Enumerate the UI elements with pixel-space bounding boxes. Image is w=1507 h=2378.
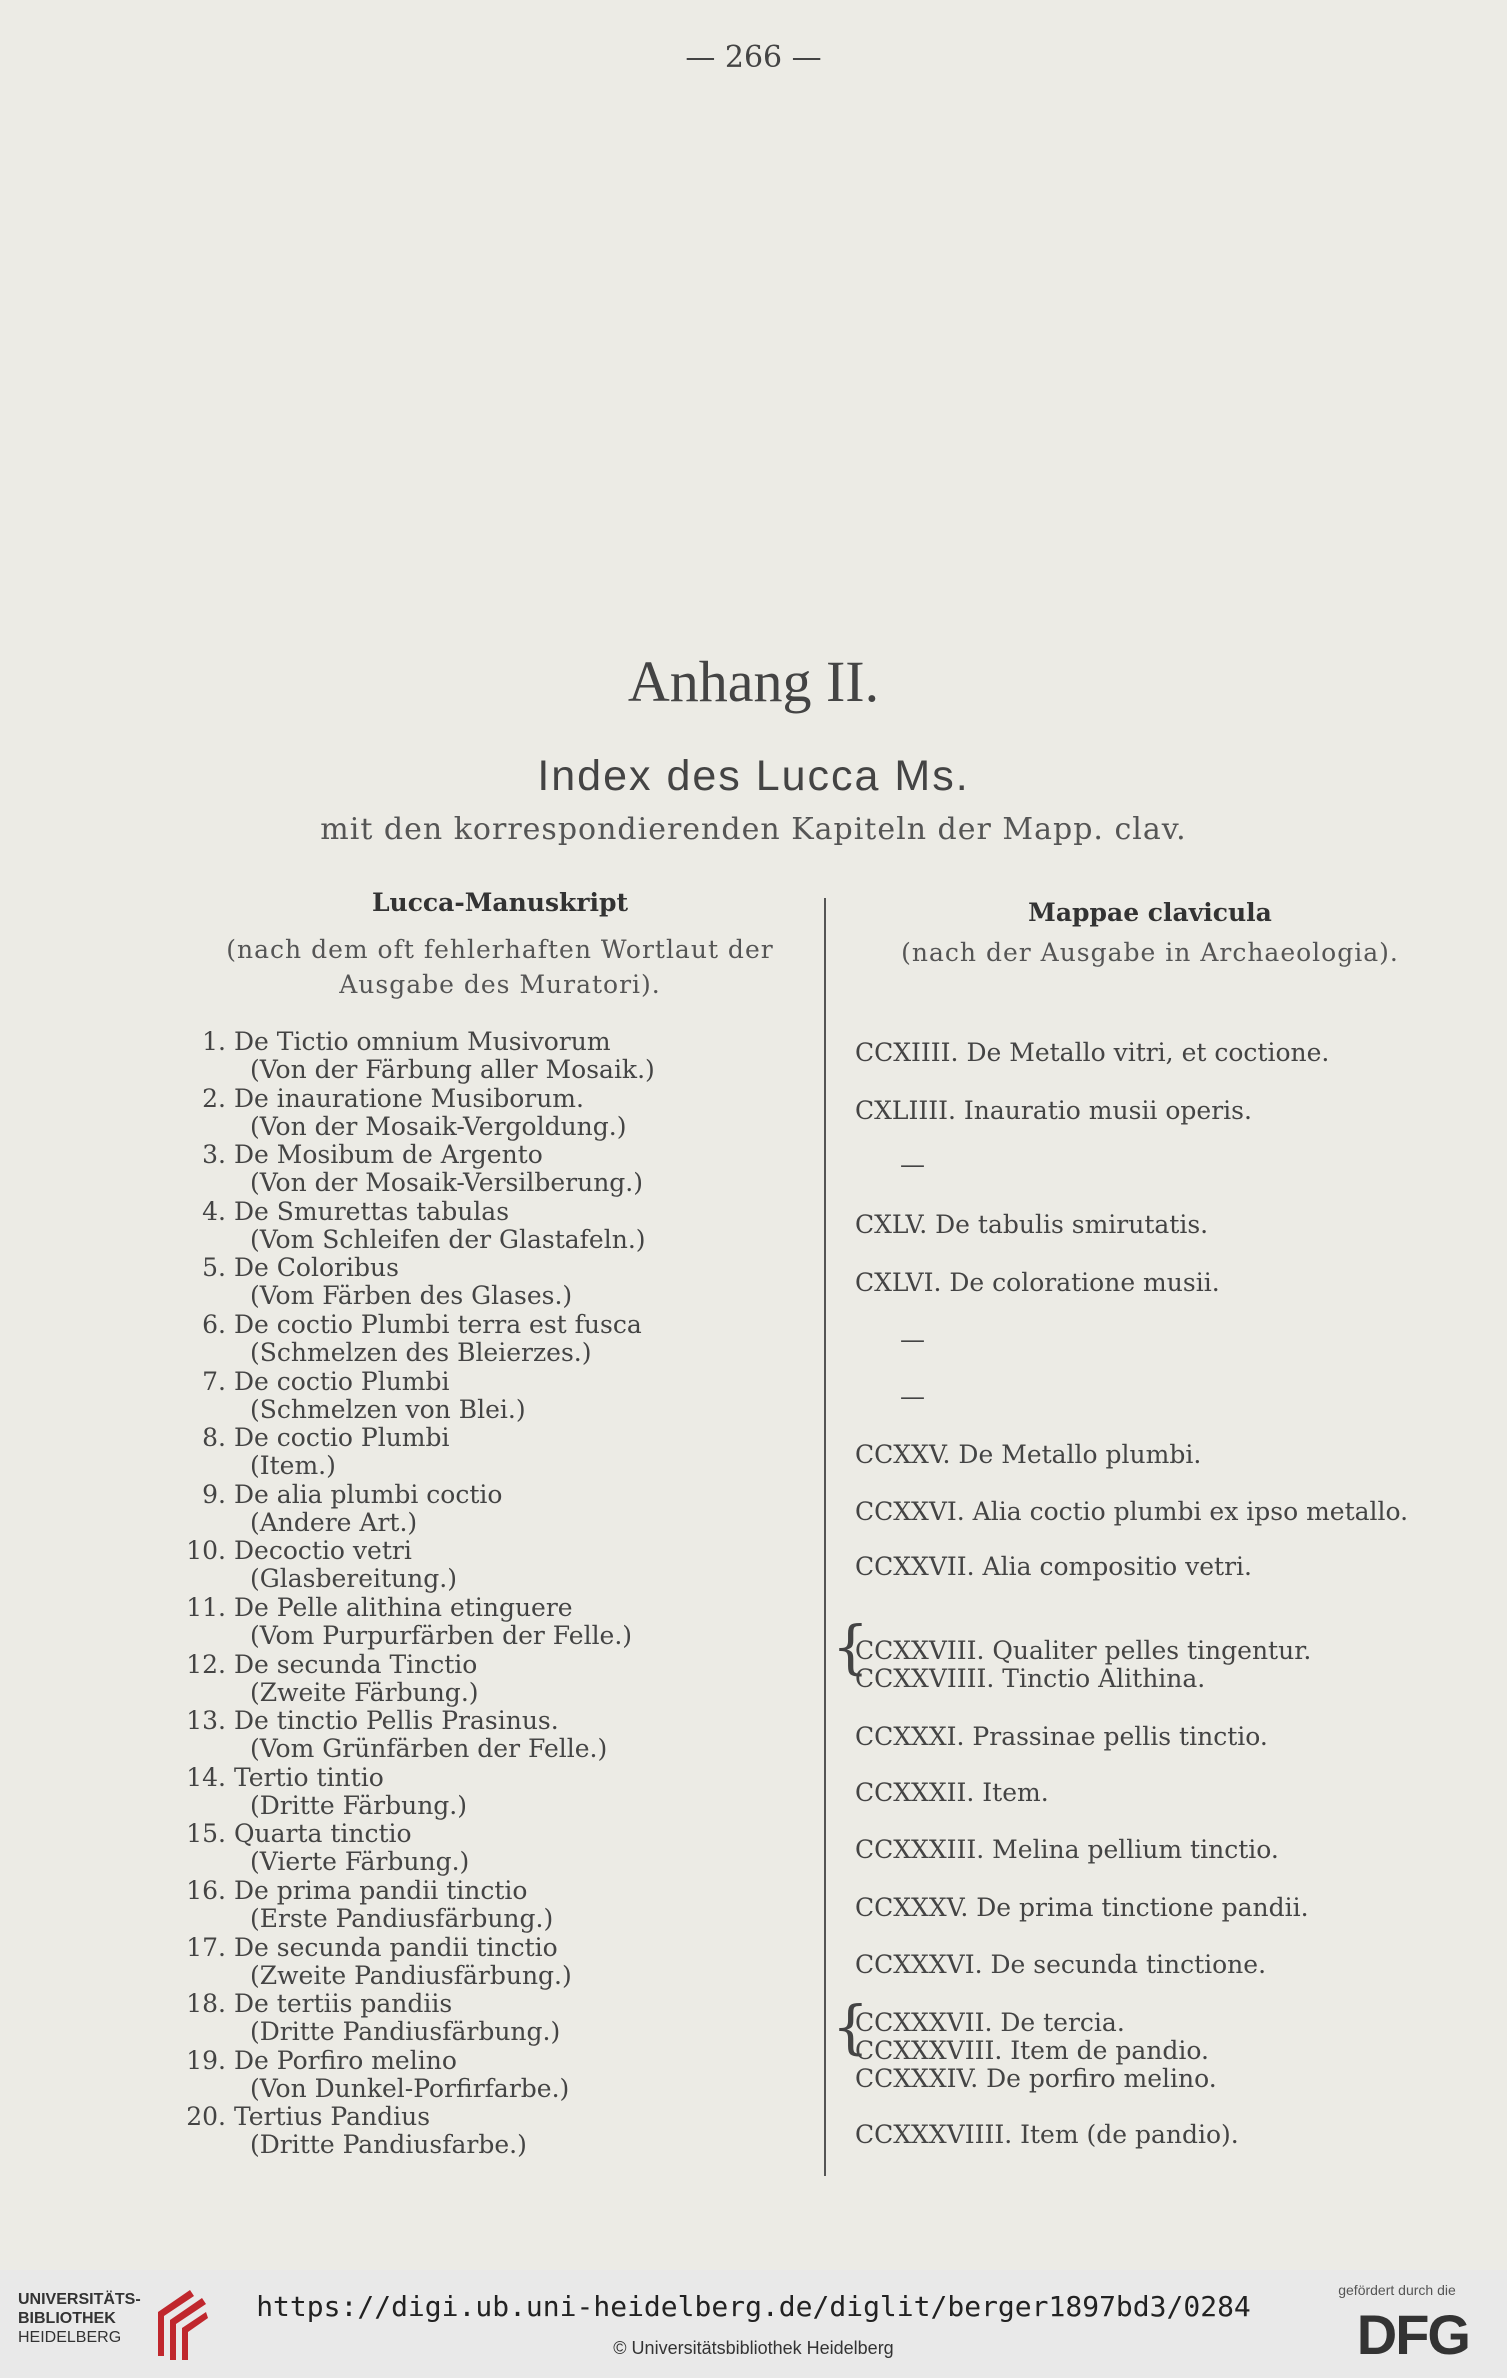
lucca-entry <box>170 1651 810 1707</box>
mappae-entry: CCXXVI. Alia coctio plumbi ex ipso metallo. <box>855 1497 1409 1526</box>
mappae-entry: — <box>900 1382 925 1411</box>
logo-line: HEIDELBERG <box>18 2329 122 2346</box>
entry-latin-title: De Mosibum de Argento <box>234 1140 543 1170</box>
mappae-entry: CCXXVIII. Qualiter pelles tingentur. <box>855 1636 1312 1665</box>
entry-latin-title: De coctio Plumbi terra est fusca <box>234 1310 642 1339</box>
mappae-entry: CCXXXVII. De tercia. <box>855 2008 1125 2037</box>
lucca-entry <box>170 1594 810 1650</box>
entry-latin-title: De coctio Plumbi <box>234 1423 450 1453</box>
entry-number: 13. <box>186 1706 226 1736</box>
entry-german-translation: (Zweite Pandiusfärbung.) <box>250 1960 572 1990</box>
mappae-entry: — <box>900 1325 925 1354</box>
left-column-note-line1: (nach dem oft fehlerhaften Wortlaut der <box>226 935 774 964</box>
lucca-entry-latin <box>170 1934 810 1962</box>
logo-line: UNIVERSITÄTS- <box>18 2291 141 2308</box>
index-title: Index des Lucca Ms. <box>537 752 970 800</box>
lucca-entry-latin <box>170 1141 810 1169</box>
lucca-entry-latin <box>170 1594 810 1622</box>
left-column-header: Lucca-Manuskript <box>371 888 629 917</box>
entry-latin-title: De secunda pandii tinctio <box>234 1932 558 1962</box>
lucca-entry <box>170 1481 810 1537</box>
lucca-entry-latin <box>170 1820 810 1848</box>
index-subtitle: mit den korrespondierenden Kapiteln der Mapp. clav. <box>320 812 1187 847</box>
lucca-entry-latin <box>170 2047 810 2075</box>
lucca-entry <box>170 1537 810 1593</box>
lucca-entry-latin <box>170 1877 810 1905</box>
entry-number: 15. <box>186 1819 226 1849</box>
page-number: — 266 — <box>685 40 822 75</box>
lucca-entry-latin <box>170 1254 810 1282</box>
lucca-entry-latin <box>170 1085 810 1113</box>
lucca-entry-latin <box>170 1311 810 1339</box>
entry-german-translation: (Glasbereitung.) <box>250 1564 457 1594</box>
mappae-entry: CCXXXVIII. Item de pandio. <box>855 2036 1209 2065</box>
mappae-entry: CCXXXII. Item. <box>855 1778 1049 1807</box>
lucca-entry <box>170 1764 810 1820</box>
lucca-entry <box>170 1198 810 1254</box>
lucca-entry <box>170 2047 810 2103</box>
entry-german-translation: (Vom Färben des Glases.) <box>250 1281 573 1311</box>
lucca-entry <box>170 2103 810 2159</box>
lucca-entry-latin <box>170 1424 810 1452</box>
lucca-entry <box>170 1254 810 1310</box>
entry-number: 9. <box>202 1479 226 1509</box>
lucca-entry-latin <box>170 1707 810 1735</box>
entry-number: 17. <box>186 1932 226 1962</box>
dfg-logo[interactable]: DFG <box>1356 2303 1469 2366</box>
entry-latin-title: Tertius Pandius <box>234 2102 431 2132</box>
entry-german-translation: (Dritte Pandiusfarbe.) <box>250 2130 527 2160</box>
entry-german-translation: (Dritte Pandiusfärbung.) <box>250 2017 561 2047</box>
entry-german-translation: (Schmelzen von Blei.) <box>250 1394 526 1424</box>
entry-number: 18. <box>186 1989 226 2019</box>
lucca-entry-latin <box>170 1537 810 1565</box>
mappae-entry: CCXXXIII. Melina pellium tinctio. <box>855 1835 1279 1864</box>
entry-number: 19. <box>186 2045 226 2075</box>
entry-latin-title: De secunda Tinctio <box>234 1649 478 1679</box>
lucca-entry <box>170 1311 810 1367</box>
entry-german-translation: (Schmelzen des Bleierzes.) <box>250 1338 592 1367</box>
entry-number: 8. <box>202 1423 226 1453</box>
mappae-entry: CCXXXIV. De porfiro melino. <box>855 2064 1217 2093</box>
lucca-entry-latin <box>170 2103 810 2131</box>
entry-german-translation: (Von der Mosaik-Versilberung.) <box>250 1168 644 1198</box>
entry-latin-title: De tinctio Pellis Prasinus. <box>234 1706 559 1736</box>
right-column-header: Mappae clavicula <box>1028 898 1272 927</box>
entry-german-translation: (Andere Art.) <box>250 1507 418 1537</box>
lucca-entry <box>170 1820 810 1876</box>
entry-latin-title: De coctio Plumbi <box>234 1366 450 1396</box>
mappae-entry: CCXXV. De Metallo plumbi. <box>855 1440 1202 1469</box>
entry-german-translation: (Zweite Färbung.) <box>250 1677 479 1707</box>
entry-german-translation: (Vierte Färbung.) <box>250 1847 470 1877</box>
entry-latin-title: De inauratione Musiborum. <box>234 1083 584 1113</box>
entry-latin-title: De Porfiro melino <box>234 2045 457 2075</box>
entry-number: 16. <box>186 1876 226 1905</box>
entry-latin-title: De Coloribus <box>234 1253 399 1283</box>
mappae-entry: CXLVI. De coloratione musii. <box>855 1268 1220 1297</box>
lucca-entry <box>170 1028 810 1084</box>
entry-number: 10. <box>186 1536 226 1566</box>
lucca-entry-latin <box>170 1481 810 1509</box>
lucca-entry-latin <box>170 1764 810 1792</box>
entry-german-translation: (Vom Purpurfärben der Felle.) <box>250 1621 633 1650</box>
mappae-entry: CCXXVIIII. Tinctio Alithina. <box>855 1664 1206 1693</box>
lucca-entry <box>170 1141 810 1197</box>
entry-german-translation: (Von der Mosaik-Vergoldung.) <box>250 1111 627 1141</box>
entry-number: 5. <box>202 1253 226 1283</box>
entry-number: 14. <box>186 1762 226 1792</box>
left-column-note-line2: Ausgabe des Muratori). <box>339 970 661 999</box>
entry-latin-title: Quarta tinctio <box>234 1819 412 1849</box>
entry-latin-title: De Smurettas tabulas <box>234 1196 510 1226</box>
lucca-entry-latin <box>170 1651 810 1679</box>
brace-bracket: { <box>832 1993 869 2061</box>
entry-number: 4. <box>202 1196 226 1226</box>
footer-bar <box>0 2270 1507 2378</box>
entry-german-translation: (Item.) <box>250 1451 336 1481</box>
entry-german-translation: (Dritte Färbung.) <box>250 1790 467 1820</box>
entry-german-translation: (Von Dunkel-Porfirfarbe.) <box>250 2073 570 2103</box>
lucca-entry <box>170 1990 810 2046</box>
brace-bracket: { <box>832 1613 869 1681</box>
appendix-heading: Anhang II. <box>627 649 880 714</box>
lucca-entry-latin <box>170 1990 810 2018</box>
left-column-note <box>170 932 830 1002</box>
lucca-entry <box>170 1085 810 1141</box>
mappae-entry: CCXXVII. Alia compositio vetri. <box>855 1552 1252 1581</box>
entry-number: 11. <box>186 1593 226 1622</box>
mappae-entry: CCXIIII. De Metallo vitri, et coctione. <box>855 1038 1330 1067</box>
entry-number: 20. <box>186 2102 226 2132</box>
lucca-entry <box>170 1707 810 1763</box>
document-url-link[interactable]: https://digi.ub.uni-heidelberg.de/diglit/berger1897bd3/0284 <box>256 2290 1251 2323</box>
mappae-entry: CCXXXVIIII. Item (de pandio). <box>855 2120 1239 2149</box>
mappae-entry: — <box>900 1150 925 1179</box>
entry-latin-title: Decoctio vetri <box>234 1536 412 1566</box>
entry-number: 6. <box>202 1310 226 1339</box>
entry-latin-title: De alia plumbi coctio <box>234 1479 503 1509</box>
entry-german-translation: (Vom Schleifen der Glastafeln.) <box>250 1224 646 1254</box>
entry-number: 7. <box>202 1366 226 1396</box>
entry-latin-title: De Tictio omnium Musivorum <box>234 1027 611 1056</box>
funded-by-text: gefördert durch die <box>1338 2282 1456 2298</box>
mappae-entry: CCXXXI. Prassinae pellis tinctio. <box>855 1722 1268 1751</box>
lucca-entry <box>170 1934 810 1990</box>
entry-number: 12. <box>186 1649 226 1679</box>
lucca-entry <box>170 1368 810 1424</box>
lucca-entry-latin <box>170 1028 810 1056</box>
entry-german-translation: (Von der Färbung aller Mosaik.) <box>250 1055 655 1084</box>
right-column-note: (nach der Ausgabe in Archaeologia). <box>901 938 1399 967</box>
mappae-entry: CXLIIII. Inauratio musii operis. <box>855 1096 1252 1125</box>
entry-latin-title: De tertiis pandiis <box>234 1989 453 2019</box>
lucca-entry-latin <box>170 1198 810 1226</box>
entry-german-translation: (Vom Grünfärben der Felle.) <box>250 1734 608 1764</box>
mappae-entry: CCXXXV. De prima tinctione pandii. <box>855 1893 1309 1922</box>
lucca-entry <box>170 1877 810 1933</box>
logo-line: BIBLIOTHEK <box>18 2310 116 2327</box>
mappae-entry: CCXXXVI. De secunda tinctione. <box>855 1950 1267 1979</box>
mappae-entry: CXLV. De tabulis smirutatis. <box>855 1210 1209 1239</box>
entry-latin-title: Tertio tintio <box>234 1762 384 1792</box>
entry-number: 2. <box>202 1083 226 1113</box>
lucca-entry-latin <box>170 1368 810 1396</box>
copyright-text: © Universitätsbibliothek Heidelberg <box>613 2338 894 2358</box>
entry-german-translation: (Erste Pandiusfärbung.) <box>250 1904 554 1933</box>
entry-number: 3. <box>202 1140 226 1170</box>
lucca-entry <box>170 1424 810 1480</box>
entry-latin-title: De prima pandii tinctio <box>234 1876 528 1905</box>
column-divider <box>824 898 826 2176</box>
entry-number: 1. <box>202 1027 226 1056</box>
entry-latin-title: De Pelle alithina etinguere <box>234 1593 573 1622</box>
